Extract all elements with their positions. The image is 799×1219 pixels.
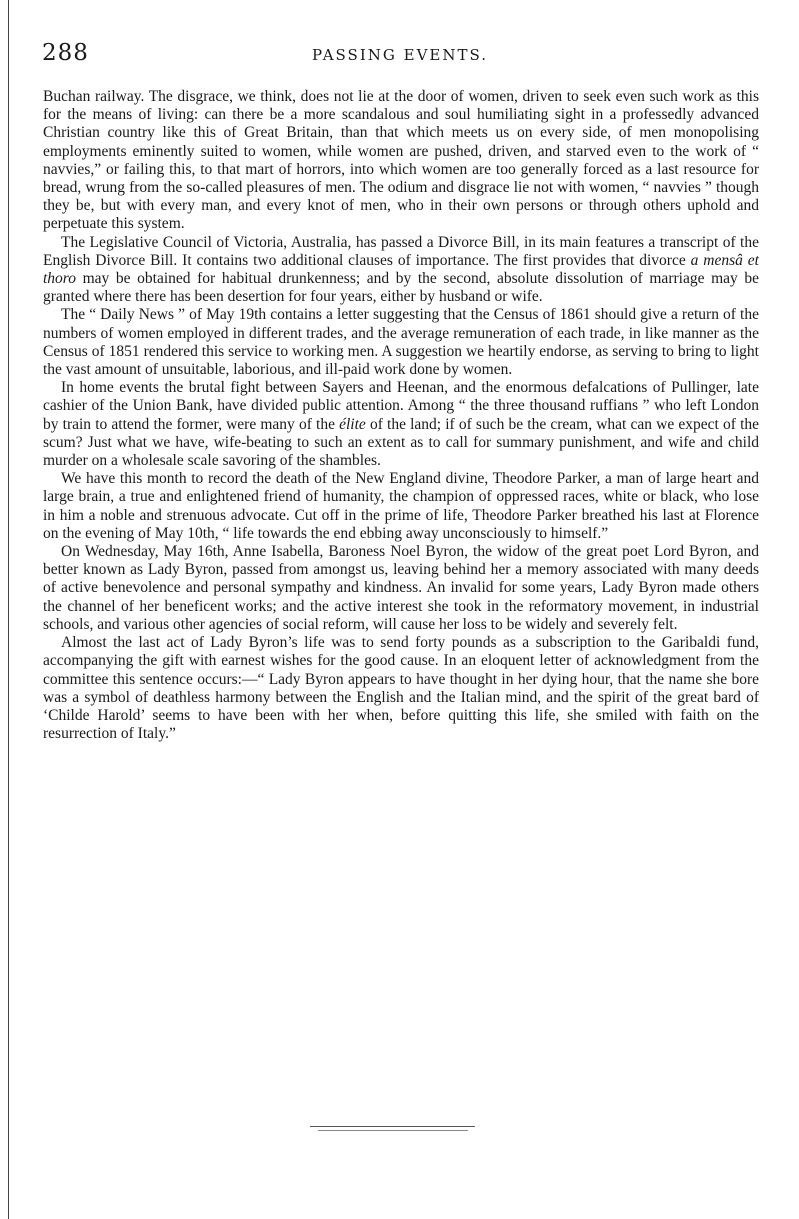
- end-rule: [310, 1126, 475, 1127]
- paragraph-theodore-parker: We have this month to record the death of the New England divine, Theodore Parker, a man of large heart and large brain, a true and enlightened friend of humanity, the champion of oppressed races, white or black, who lose in him a noble and strenuous advocate. Cut off in the prime of life, Theodore Parker breathed his last at Florence on the evening of May 10th, “ life towards the end ebbing away unconsciously to himself.”: [43, 470, 759, 542]
- paragraph-garibaldi-fund: Almost the last act of Lady Byron’s life was to send forty pounds as a subscription to the Garibaldi fund, accompanying the gift with earnest wishes for the good cause. In an eloquent letter of acknowledgment from the committee this sentence occurs:—“ Lady Byron appears to have thought in her dying hour, that the name she bore was a symbol of deathless harmony between the English and the Italian mind, and the spirit of the great bard of ‘Childe Harold’ seems to have been with her when, before quitting this life, she smiled with faith on the resurrection of Italy.”: [43, 634, 759, 743]
- running-title: PASSING EVENTS.: [311, 46, 488, 64]
- italic-elite: élite: [339, 415, 366, 433]
- paragraph-home-events: In home events the brutal fight between Sayers and Heenan, and the enormous defalcations of Pullinger, late cashier of the Union Bank, have divided public attention. Among “ the three thousand ruffians ” who left London by train to attend the former, were many of the élite of the land; if of such be the cream, what can we expect of the scum? Just what we have, wife-beating to such an extent as to call for summary punishment, and wife and child murder on a wholesale scale savoring of the shambles.: [43, 379, 759, 470]
- margin-rule: [8, 0, 9, 1219]
- italic-latin-phrase: a mensâ et thoro: [43, 251, 759, 288]
- article-body: [43, 88, 759, 743]
- paragraph-lady-byron: On Wednesday, May 16th, Anne Isabella, Baroness Noel Byron, the widow of the great poet Lord Byron, and better known as Lady Byron, passed from amongst us, leaving behind her a memory associated with many deeds of active benevolence and personal sympathy and kindness. An invalid for some years, Lady Byron made others the channel of her beneficent works; and the active interest she took in the reformatory movement, in industrial schools, and various other agencies of social reform, will cause her loss to be widely and severely felt.: [43, 543, 759, 633]
- paragraph-divorce-bill: The Legislative Council of Victoria, Australia, has passed a Divorce Bill, in its main features a transcript of the English Divorce Bill. It contains two additional clauses of importance. The first provides that divorce a mensâ et thoro may be obtained for habitual drunkenness; and by the second, absolute dissolution of marriage may be granted where there has been desertion for four years, either by husband or wife.: [43, 233, 759, 306]
- page-header: [42, 40, 758, 72]
- page-number: 288: [42, 40, 89, 66]
- paragraph-daily-news: The “ Daily News ” of May 19th contains a letter suggesting that the Census of 1861 should give a return of the numbers of women employed in different trades, and the average remuneration of each trade, in like manner as the Census of 1851 rendered this service to working men. A suggestion we heartily endorse, as serving to bring to light the vast amount of unsuitable, laborious, and ill-paid work done by women.: [43, 306, 759, 379]
- end-rule-secondary: [318, 1130, 468, 1131]
- paragraph-buchan-railway: Buchan railway. The disgrace, we think, does not lie at the door of women, driven to seek even such work as this for the means of living: can there be a more scandalous and soul humiliating sight in a professedly advanced Christian country like this of Great Britain, than that which meets us on every side, of men monopolising employments eminently suited to women, while women are pushed, driven, and starved even to the work of “ navvies,” or failing this, to that mart of horrors, into which women are too generally forced as a last resource for bread, wrung from the so-called pleasures of men. The odium and disgrace lie not with women, “ navvies ” though they be, but with every man, and every knot of men, who in their own persons or through others uphold and perpetuate this system.: [43, 88, 759, 233]
